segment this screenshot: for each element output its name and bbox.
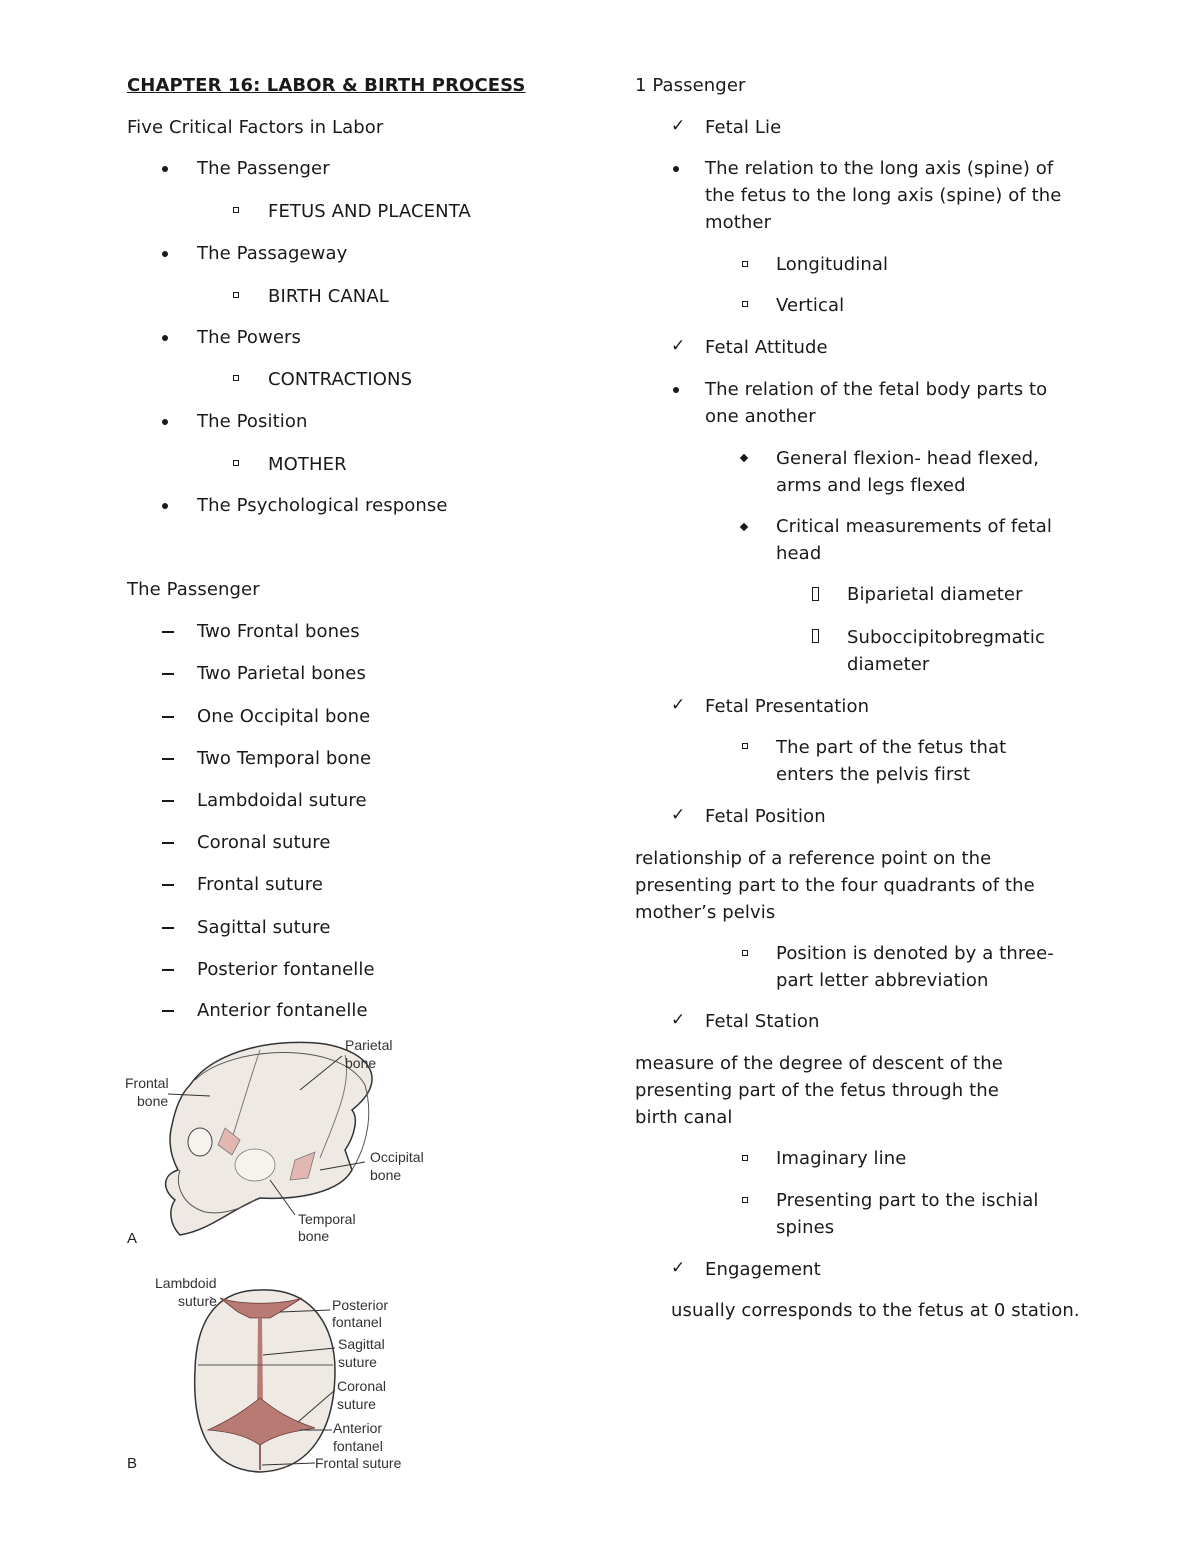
bullet <box>742 301 748 307</box>
factor-psychological: The Psychological response <box>197 495 448 516</box>
bone-item: Two Temporal bone <box>197 748 372 769</box>
bullet <box>742 950 748 956</box>
label-sagittal: suture <box>338 1354 377 1370</box>
station-item: Presenting part to the ischial spines <box>776 1190 1039 1238</box>
factor-position: The Position <box>197 411 308 432</box>
bullet <box>233 460 239 466</box>
page-title: CHAPTER 16: LABOR & BIRTH PROCESS <box>127 75 526 96</box>
label-sagittal: Sagittal <box>338 1336 385 1352</box>
fetal-station: Fetal Station <box>705 1011 820 1032</box>
check-icon: ✓ <box>671 695 686 715</box>
label-lambdoid: Lambdoid <box>155 1275 217 1291</box>
right-heading: 1 Passenger <box>635 75 746 96</box>
factor-sub: CONTRACTIONS <box>268 369 413 390</box>
attitude-definition: The relation of the fetal body parts to one another <box>705 379 1048 427</box>
presentation-definition: The part of the fetus that enters the pelvis first <box>776 737 1007 785</box>
factor-sub: FETUS AND PLACENTA <box>268 201 471 222</box>
bullet <box>233 207 239 213</box>
bullet <box>233 375 239 381</box>
bone-item: Anterior fontanelle <box>197 1000 368 1021</box>
label-posterior-fontanel: fontanel <box>332 1314 382 1330</box>
bullet <box>740 523 748 531</box>
bone-item: Coronal suture <box>197 832 331 853</box>
label-parietal: bone <box>345 1055 377 1071</box>
bone-item: Sagittal suture <box>197 917 331 938</box>
head-measurement: Suboccipitobregmatic diameter <box>847 627 1046 675</box>
fetal-position: Fetal Position <box>705 806 826 827</box>
bullet <box>673 166 679 172</box>
dash-bullet <box>162 631 174 633</box>
bullet <box>742 1155 748 1161</box>
bullet <box>742 1197 748 1203</box>
factor-passenger: The Passenger <box>197 158 330 179</box>
head-measurement: Biparietal diameter <box>847 584 1023 605</box>
label-temporal: Temporal <box>298 1211 356 1227</box>
dash-bullet <box>162 716 174 718</box>
bullet <box>162 166 168 172</box>
label-frontal: bone <box>137 1093 169 1109</box>
label-coronal: Coronal <box>337 1378 387 1394</box>
bone-item: Two Frontal bones <box>197 621 360 642</box>
check-icon: ✓ <box>671 116 686 136</box>
label-anterior-fontanel: Anterior <box>333 1420 383 1436</box>
bullet <box>162 335 168 341</box>
check-icon: ✓ <box>671 336 686 356</box>
check-icon: ✓ <box>671 1010 686 1030</box>
dash-bullet <box>162 842 174 844</box>
label-temporal: bone <box>298 1228 330 1244</box>
missing-glyph-bullet <box>812 587 819 601</box>
bone-item: One Occipital bone <box>197 706 371 727</box>
factor-passageway: The Passageway <box>197 243 348 264</box>
dash-bullet <box>162 884 174 886</box>
label-anterior-fontanel: fontanel <box>333 1438 383 1454</box>
label-parietal: Parietal <box>345 1037 393 1053</box>
label-frontal: Frontal <box>125 1075 169 1091</box>
factor-sub: BIRTH CANAL <box>268 286 389 307</box>
dash-bullet <box>162 673 174 675</box>
lie-type: Vertical <box>776 295 845 316</box>
passenger-heading: The Passenger <box>127 579 260 600</box>
dash-bullet <box>162 1010 174 1012</box>
lie-definition: The relation to the long axis (spine) of the fetus to the long axis (spine) of the mother <box>705 158 1062 233</box>
factor-sub: MOTHER <box>268 454 347 475</box>
check-icon: ✓ <box>671 1258 686 1278</box>
station-item: Imaginary line <box>776 1148 907 1169</box>
label-occipital: Occipital <box>370 1149 424 1165</box>
missing-glyph-bullet <box>812 629 819 643</box>
bullet <box>740 454 748 462</box>
fetal-presentation: Fetal Presentation <box>705 696 870 717</box>
label-frontal-suture: Frontal suture <box>315 1455 402 1471</box>
label-occipital: bone <box>370 1167 402 1183</box>
bullet <box>673 387 679 393</box>
fetal-attitude: Fetal Attitude <box>705 337 828 358</box>
label-posterior-fontanel: Posterior <box>332 1297 389 1313</box>
dash-bullet <box>162 927 174 929</box>
attitude-item: General flexion- head flexed, arms and legs flexed <box>776 448 1040 496</box>
check-icon: ✓ <box>671 805 686 825</box>
engagement-definition: usually corresponds to the fetus at 0 station. <box>671 1300 1080 1321</box>
skull-top-view-figure <box>120 1270 430 1480</box>
position-definition: relationship of a reference point on the presenting part to the four quadrants of the mother’s pelvis <box>635 848 1035 923</box>
skull-side-view-figure <box>120 1030 430 1255</box>
factor-powers: The Powers <box>197 327 301 348</box>
bullet <box>162 419 168 425</box>
bullet <box>742 261 748 267</box>
fetal-lie: Fetal Lie <box>705 117 782 138</box>
bone-item: Two Parietal bones <box>197 663 366 684</box>
bone-item: Frontal suture <box>197 874 324 895</box>
attitude-item: Critical measurements of fetal head <box>776 516 1052 564</box>
station-definition: measure of the degree of descent of the presenting part of the fetus through the birth canal <box>635 1053 1003 1128</box>
label-lambdoid: suture <box>178 1293 217 1309</box>
bullet <box>233 292 239 298</box>
intro-text: Five Critical Factors in Labor <box>127 117 384 138</box>
position-note: Position is denoted by a three-part letter abbreviation <box>776 943 1054 991</box>
engagement: Engagement <box>705 1259 821 1280</box>
bullet <box>742 743 748 749</box>
label-coronal: suture <box>337 1396 376 1412</box>
figure-letter-b: B <box>127 1455 138 1472</box>
dash-bullet <box>162 758 174 760</box>
bullet <box>162 503 168 509</box>
figure-letter-a: A <box>127 1230 138 1247</box>
bone-item: Lambdoidal suture <box>197 790 367 811</box>
bone-item: Posterior fontanelle <box>197 959 375 980</box>
dash-bullet <box>162 969 174 971</box>
bullet <box>162 251 168 257</box>
lie-type: Longitudinal <box>776 254 889 275</box>
dash-bullet <box>162 800 174 802</box>
